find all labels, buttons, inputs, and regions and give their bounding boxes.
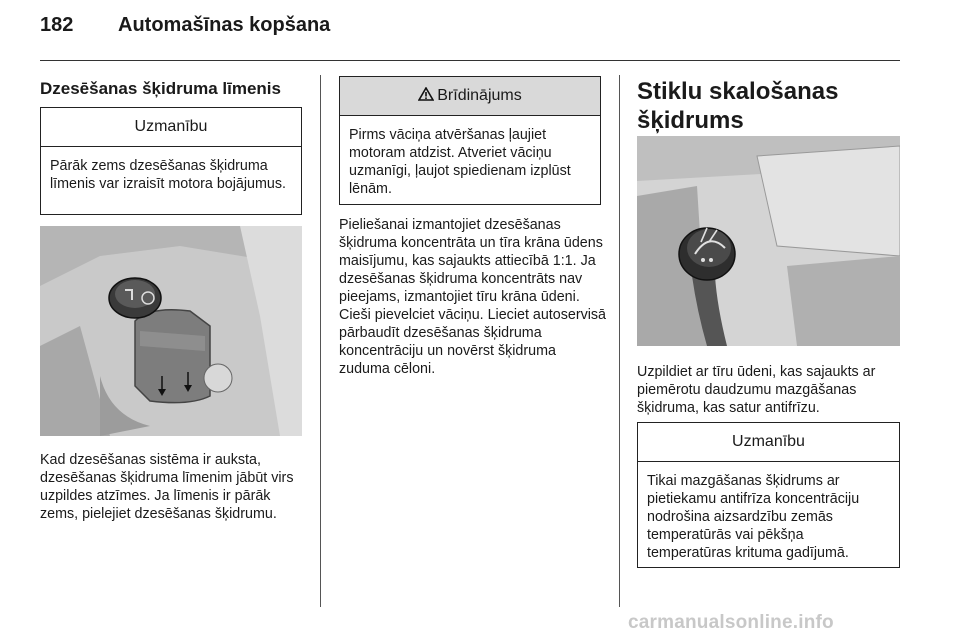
caution-text-washer: Tikai mazgāšanas šķidrums ar pietiekamu antifrīza koncentrāciju nodrošina aizsardzību zemās temperatūrās vai pēkšņa temperatūras krituma gadījumā. bbox=[647, 473, 860, 561]
page-number: 182 bbox=[40, 14, 74, 36]
header-divider bbox=[40, 60, 900, 61]
washer-fluid-heading: Stiklu skalošanas šķidrums bbox=[637, 78, 839, 134]
coolant-level-heading: Dzesēšanas šķidruma līmenis bbox=[40, 79, 281, 98]
caution-box-washer bbox=[637, 422, 900, 568]
warning-title: Brīdinājums bbox=[437, 87, 522, 104]
coolant-level-paragraph: Kad dzesēšanas sistēma ir auksta, dzesēšanas šķidruma līmenim jābūt virs uzpildes atzīmes. Ja līmenis ir pārāk zems, pielejiet dzesēšanas šķidrumu. bbox=[40, 452, 294, 522]
coolant-mixture-paragraph: Pieliešanai izmantojiet dzesēšanas šķidruma koncentrāta un tīra krāna ūdens maisījumu, kas sajaukts attiecībā 1:1. Ja dzesēšanas šķidruma koncentrāts nav pieejams, izmantojiet tīru krāna ūdeni. Cieši pievelciet vāciņu. Lieciet autoservisā pārbaudīt dzesēšanas šķidruma koncentrāciju un novērst šķidruma zuduma cēloni. bbox=[339, 217, 607, 377]
warning-triangle-icon bbox=[418, 87, 434, 106]
column-divider-left bbox=[320, 75, 321, 607]
washer-fluid-reservoir-photo bbox=[637, 136, 900, 346]
column-divider-right bbox=[619, 75, 620, 607]
caution-title-washer: Uzmanību bbox=[638, 423, 899, 462]
caution-text: Pārāk zems dzesēšanas šķidruma līmenis var izraisīt motora bojājumus. bbox=[50, 158, 286, 192]
warning-header bbox=[340, 77, 600, 116]
washer-fluid-paragraph: Uzpildiet ar tīru ūdeni, kas sajaukts ar piemērotu daudzumu mazgāšanas šķidruma, kas satur antifrīzu. bbox=[637, 364, 876, 416]
coolant-reservoir-photo bbox=[40, 226, 302, 436]
section-title: Automašīnas kopšana bbox=[118, 14, 331, 36]
watermark: carmanualsonline.info bbox=[628, 612, 834, 633]
caution-title: Uzmanību bbox=[41, 108, 301, 147]
warning-text: Pirms vāciņa atvēršanas ļaujiet motoram atdzist. Atveriet vāciņu uzmanīgi, ļaujot spiedienam izplūst lēnām. bbox=[349, 127, 571, 197]
caution-box-coolant bbox=[40, 107, 302, 215]
warning-box bbox=[339, 76, 601, 205]
